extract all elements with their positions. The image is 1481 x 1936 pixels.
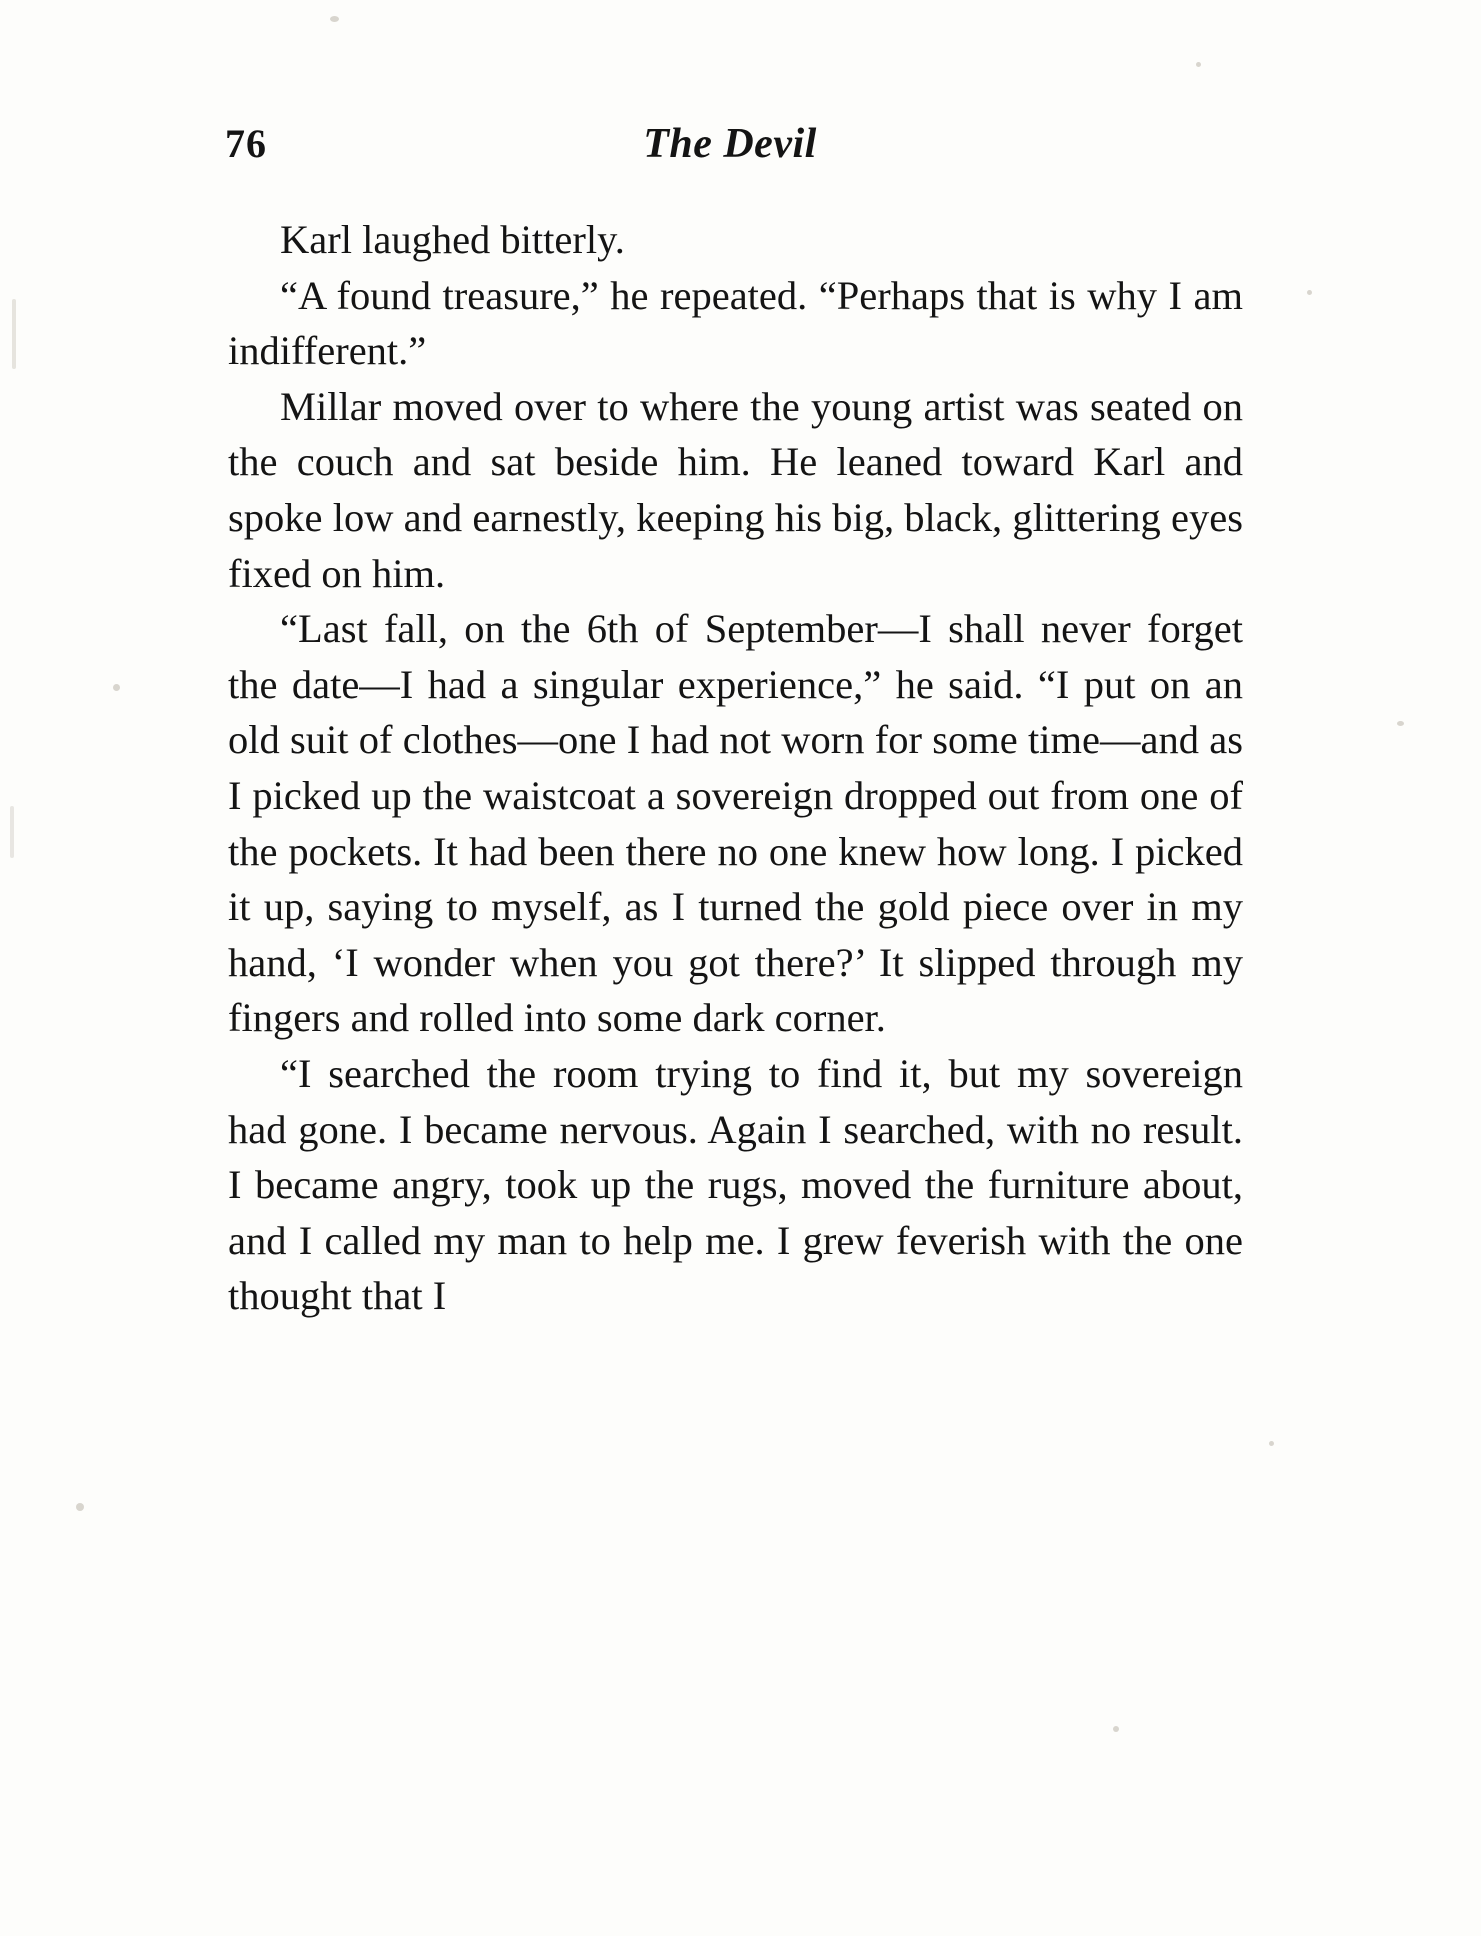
paper-speck [10, 806, 14, 858]
paper-speck [12, 299, 16, 369]
paper-speck [76, 1503, 84, 1511]
paper-speck [1269, 1441, 1274, 1446]
running-title: The Devil [643, 121, 817, 167]
body-text-column [228, 212, 1243, 1324]
paragraph: Karl laughed bitterly. [280, 217, 625, 262]
paper-speck [1113, 1726, 1119, 1732]
paragraph: “Last fall, on the 6th of September—I shall never forget the date—I had a singular experience,” he said. “I put on an old suit of clothes—one I had not worn for some time—and as I picked up the waistcoat a sovereign dropped out from one of the pockets. It had been there no one knew how long. I picked it up, saying to myself, as I turned the gold piece over in my hand, ‘I wonder when you got there?’ It slipped through my fingers and rolled into some dark corner. [228, 606, 1243, 1041]
paper-speck [1397, 721, 1404, 726]
paper-speck [113, 684, 120, 691]
paragraph: Millar moved over to where the young artist was seated on the couch and sat beside him. He leaned toward Karl and spoke low and earnestly, keeping his big, black, glittering eyes fixed on him. [228, 383, 1243, 596]
paper-speck [1307, 290, 1312, 295]
paper-speck [330, 16, 339, 22]
paragraph: “A found treasure,” he repeated. “Perhaps that is why I am indifferent.” [228, 272, 1243, 374]
paper-speck [1196, 62, 1201, 67]
paragraph: “I searched the room trying to find it, but my sovereign had gone. I became nervous. Again I searched, with no result. I became angry, took up the rugs, moved the furniture about, and I called my man to help me. I grew feverish with the one thought that I [228, 1050, 1243, 1319]
page-header [225, 120, 1235, 180]
page-number: 76 [225, 121, 267, 166]
